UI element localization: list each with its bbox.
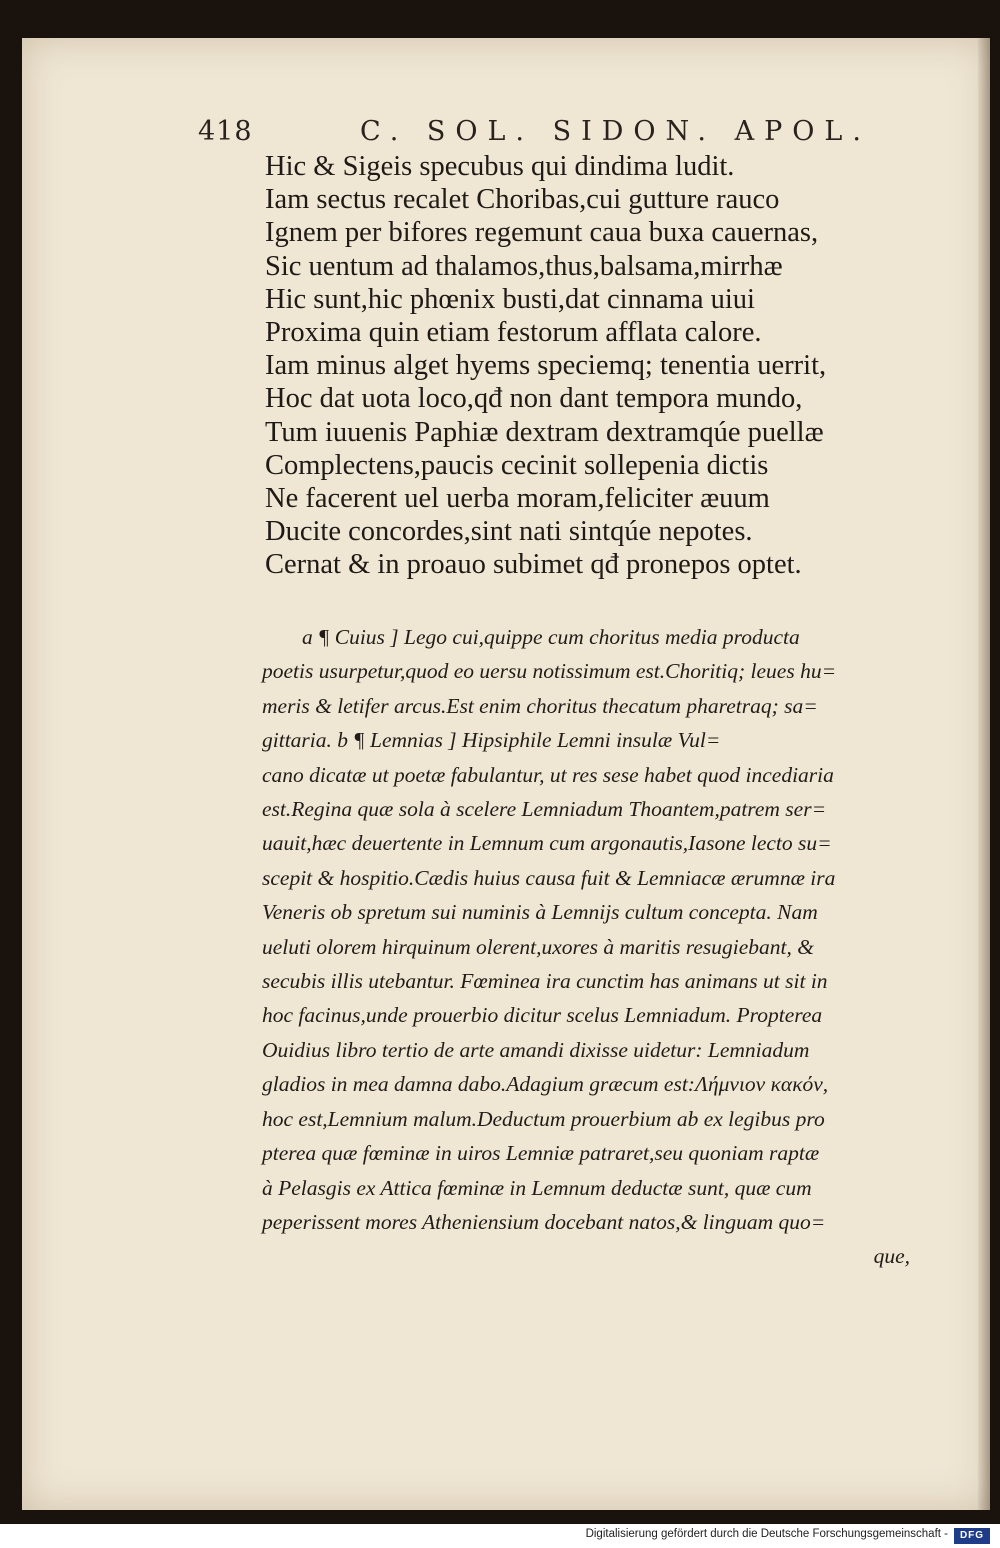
verse-line: Ignem per bifores regemunt caua buxa cauernas, [265,217,819,249]
commentary-line: peperissent mores Atheniensium docebant natos,& linguam quo= [262,1209,826,1234]
commentary-line: à Pelasgis ex Attica fœminæ in Lemnum deductæ sunt, quæ cum [262,1175,812,1200]
commentary-line: cano dicatæ ut poetæ fabulantur, ut res sese habet quod incediaria [262,762,834,787]
commentary-line: poetis usurpetur,quod eo uersu notissimum est.Choritiq; leues hu= [262,659,837,684]
page-number: 418 [198,116,253,147]
catchword: que, [873,1244,910,1269]
commentary-line: est.Regina quæ sola à scelere Lemniadum Thoantem,patrem ser= [262,797,827,822]
verse-line: Iam minus alget hyems speciemq; tenentia uerrit, [265,350,827,382]
commentary-line: scepit & hospitio.Cædis huius causa fuit & Lemniacæ ærumnæ ira [262,865,836,890]
verse-line: Ne facerent uel uerba moram,feliciter æuum [265,483,770,515]
commentary-line: hoc facinus,unde prouerbio dicitur scelus Lemniadum. Propterea [262,1003,823,1028]
footer-bar [0,1524,1000,1548]
dfg-logo: DFG [954,1528,990,1544]
verse-line: Complectens,paucis cecinit sollepenia dictis [265,449,769,481]
commentary-line: Ouidius libro tertio de arte amandi dixisse uidetur: Lemniadum [262,1037,810,1062]
verse-line: Hic & Sigeis specubus qui dindima ludit. [265,151,735,182]
verse-line: Hic sunt,hic phœnix busti,dat cinnama uiui [265,283,755,315]
commentary-line: hoc est,Lemnium malum.Deductum prouerbium ab ex legibus pro [262,1106,825,1131]
funding-credit: Digitalisierung gefördert durch die Deutsche Forschungsgemeinschaft - [585,1528,948,1540]
verse-line: Proxima quin etiam festorum afflata calore. [265,317,762,349]
commentary-line: gittaria. b ¶ Lemnias ] Hipsiphile Lemni insulæ Vul= [262,728,721,753]
commentary-block [262,620,922,1274]
verse-line: Iam sectus recalet Choribas,cui gutture rauco [265,184,780,216]
verse-line: Tum iuuenis Paphiæ dextram dextramqúe puellæ [265,416,824,448]
commentary-line: secubis illis utebantur. Fœminea ira cunctim has animans ut sit in [262,969,828,994]
commentary-line: uauit,hæc deuertente in Lemnum cum argonautis,Iasone lecto su= [262,831,832,856]
commentary-line: pterea quæ fœminæ in uiros Lemniæ patraret,seu quoniam raptæ [262,1141,820,1166]
verse-line: Hoc dat uota loco,qđ non dant tempora mundo, [265,383,803,415]
commentary-line: ueluti olorem hirquinum olerent,uxores à maritis resugiebant, & [262,934,814,959]
running-head: C. SOL. SIDON. APOL. [360,116,871,147]
commentary-line: Veneris ob spretum sui numinis à Lemnijs cultum concepta. Nam [262,900,818,925]
commentary-line: a ¶ Cuius ] Lego cui,quippe cum choritus media producta [302,625,800,649]
commentary-line: gladios in mea damna dabo.Adagium græcum est:Λήμνιον κακόν, [262,1072,829,1097]
verse-line: Ducite concordes,sint nati sintqúe nepotes. [265,516,753,548]
verse-line: Cernat & in proauo subimet qđ pronepos optet. [265,549,802,581]
verse-line: Sic uentum ad thalamos,thus,balsama,mirrhæ [265,250,783,282]
commentary-line: meris & letifer arcus.Est enim choritus thecatum pharetraq; sa= [262,693,818,718]
verse-block [265,150,915,582]
page-edge-shadow [978,38,990,1510]
